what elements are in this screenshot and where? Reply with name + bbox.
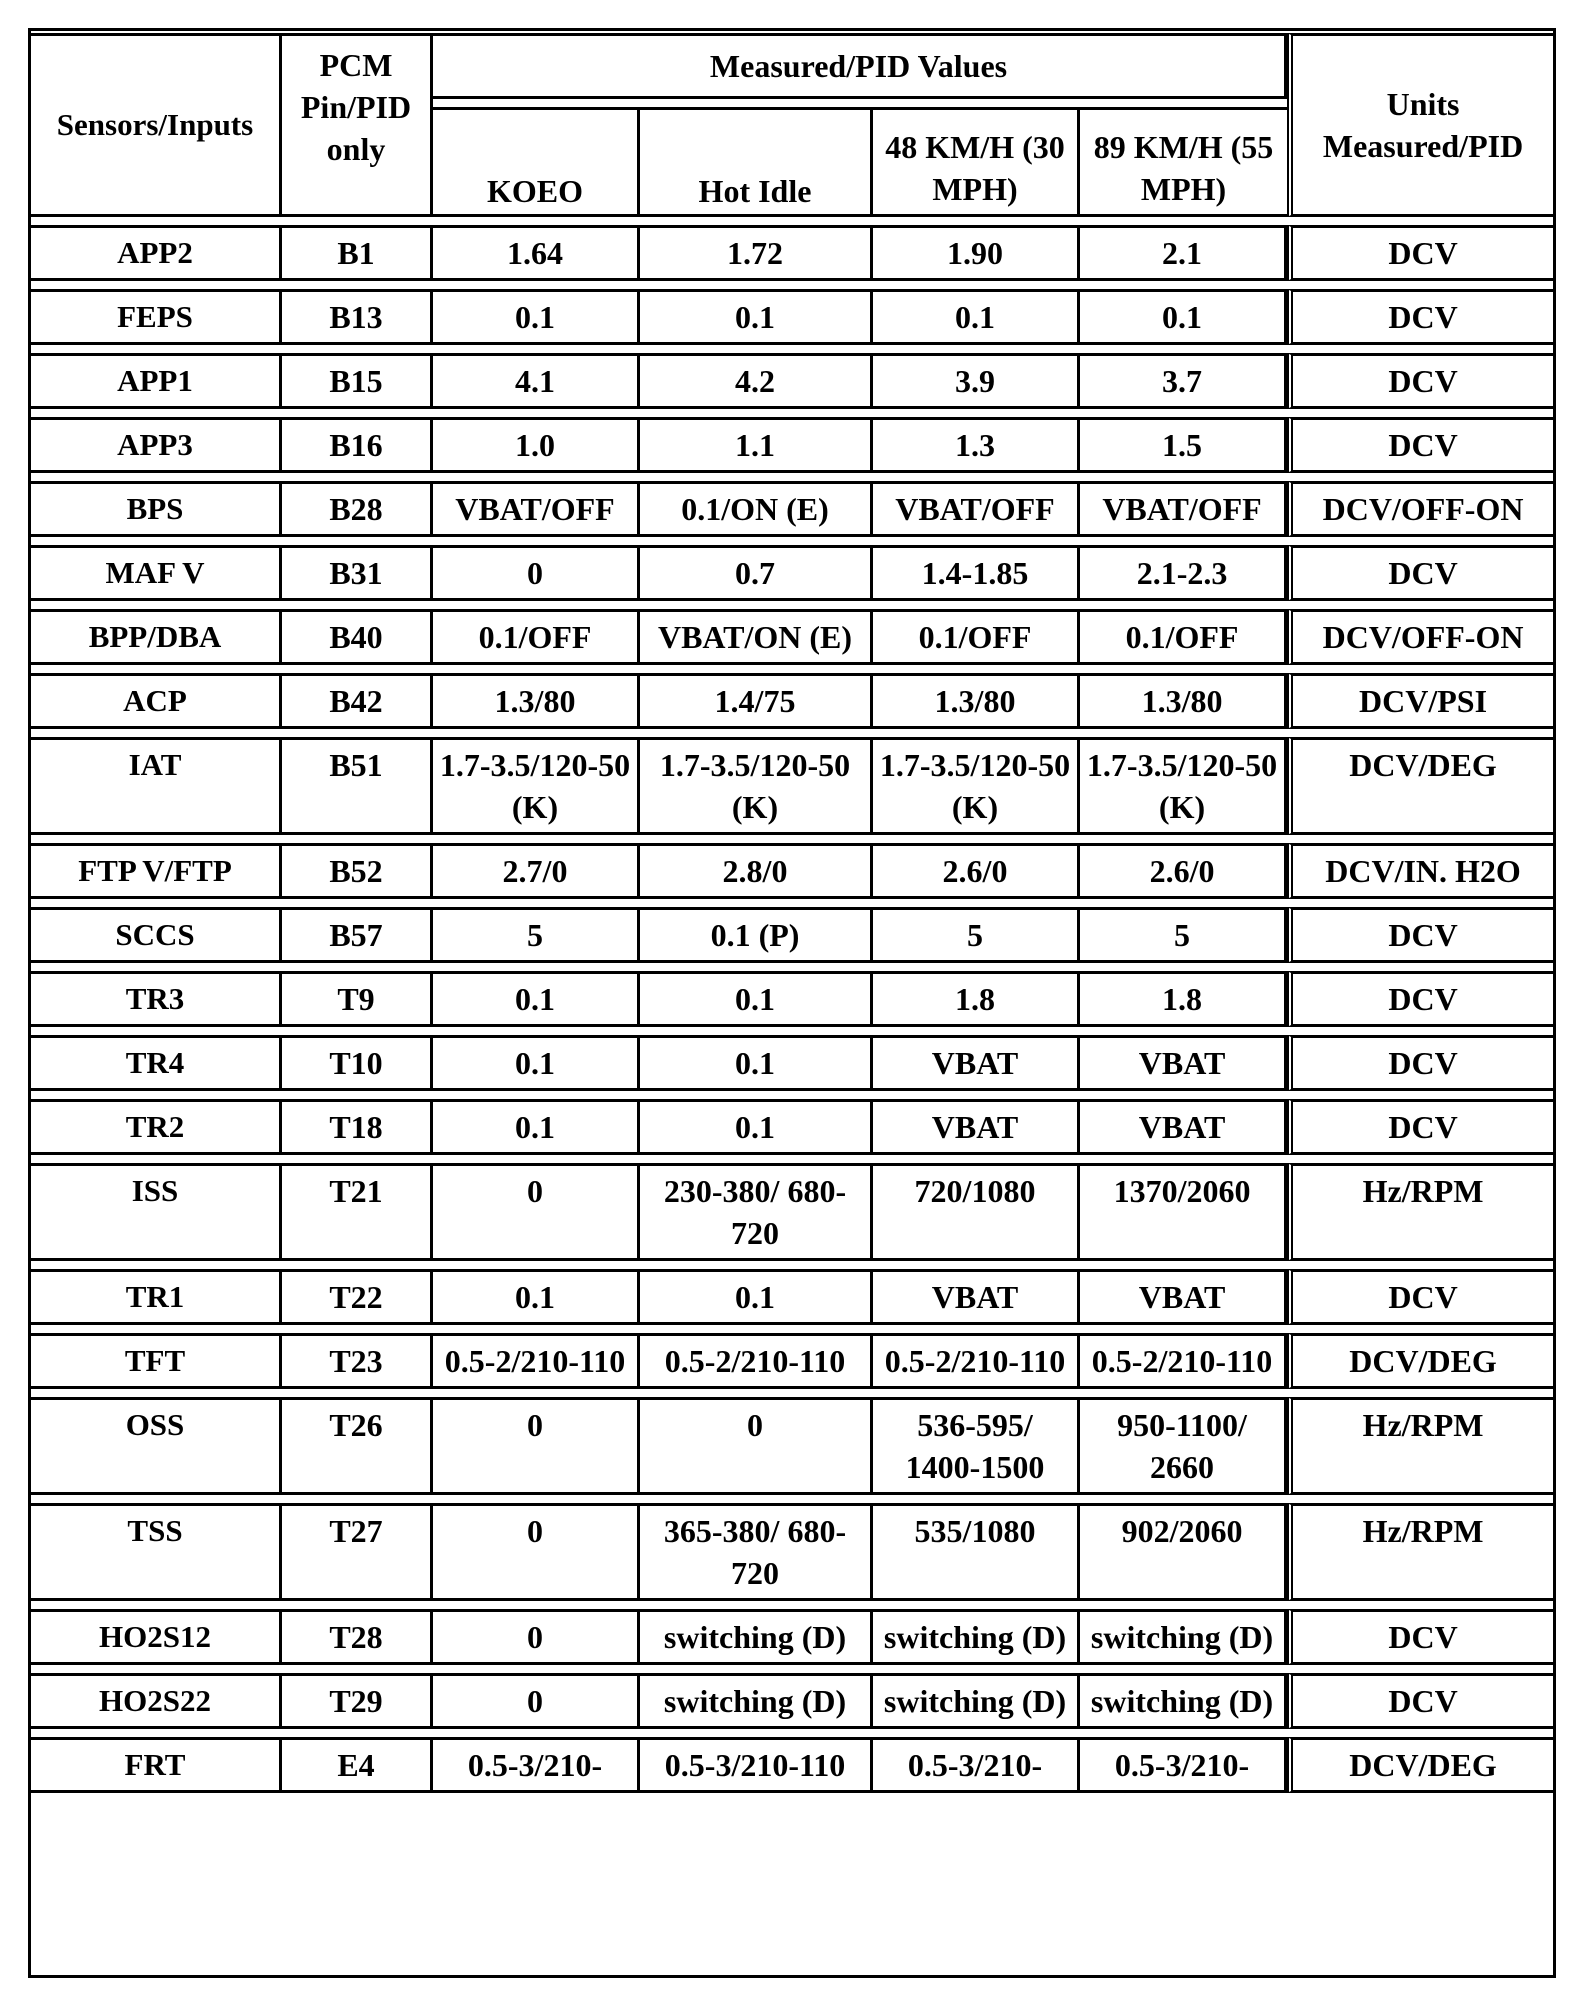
speed-30mph-cell: switching (D) — [873, 1609, 1080, 1665]
units-cell: DCV — [1287, 225, 1553, 281]
units-cell: DCV — [1287, 545, 1553, 601]
speed-55mph-cell: 0.5-3/210- — [1080, 1737, 1287, 1793]
koeo-cell: 0 — [433, 1609, 640, 1665]
hot-idle-cell: 0.1 — [640, 1099, 873, 1155]
sensor-cell: IAT — [31, 737, 282, 835]
table-row — [31, 1099, 1553, 1155]
header-pcm-pin: PCM Pin/PID only — [282, 33, 433, 217]
table-row — [31, 417, 1553, 473]
table-row — [31, 1609, 1553, 1665]
speed-30mph-cell: 2.6/0 — [873, 843, 1080, 899]
units-cell: DCV/DEG — [1287, 1333, 1553, 1389]
pin-cell: T10 — [282, 1035, 433, 1091]
sensor-cell: TR4 — [31, 1035, 282, 1091]
koeo-cell: 0.1 — [433, 971, 640, 1027]
speed-30mph-cell: 0.5-2/210-110 — [873, 1333, 1080, 1389]
hot-idle-cell: 230-380/ 680-720 — [640, 1163, 873, 1261]
koeo-cell: 0.1 — [433, 1035, 640, 1091]
header-hot-idle: Hot Idle — [640, 107, 873, 217]
hot-idle-cell: 0.1 (P) — [640, 907, 873, 963]
table-body — [31, 225, 1553, 1793]
hot-idle-cell: switching (D) — [640, 1673, 873, 1729]
sensor-cell: FRT — [31, 1737, 282, 1793]
pin-cell: T22 — [282, 1269, 433, 1325]
header-sensors: Sensors/Inputs — [31, 33, 282, 217]
sensor-cell: TR1 — [31, 1269, 282, 1325]
pin-cell: T18 — [282, 1099, 433, 1155]
speed-30mph-cell: 0.5-3/210- — [873, 1737, 1080, 1793]
units-cell: DCV — [1287, 1269, 1553, 1325]
sensor-cell: FEPS — [31, 289, 282, 345]
table-row — [31, 1503, 1553, 1601]
table-row — [31, 1673, 1553, 1729]
table-row — [31, 737, 1553, 835]
koeo-cell: 0 — [433, 1503, 640, 1601]
pin-cell: B15 — [282, 353, 433, 409]
units-cell: DCV — [1287, 1099, 1553, 1155]
sensor-cell: TSS — [31, 1503, 282, 1601]
speed-55mph-cell: VBAT — [1080, 1035, 1287, 1091]
sensor-cell: FTP V/FTP — [31, 843, 282, 899]
pin-cell: T23 — [282, 1333, 433, 1389]
speed-30mph-cell: VBAT — [873, 1035, 1080, 1091]
speed-55mph-cell: 5 — [1080, 907, 1287, 963]
pin-cell: B1 — [282, 225, 433, 281]
speed-30mph-cell: VBAT/OFF — [873, 481, 1080, 537]
sensor-cell: BPS — [31, 481, 282, 537]
speed-30mph-cell: 1.3/80 — [873, 673, 1080, 729]
units-cell: DCV — [1287, 907, 1553, 963]
koeo-cell: 1.64 — [433, 225, 640, 281]
speed-55mph-cell: switching (D) — [1080, 1673, 1287, 1729]
pin-cell: B40 — [282, 609, 433, 665]
speed-30mph-cell: 1.7-3.5/120-50 (K) — [873, 737, 1080, 835]
pin-cell: T26 — [282, 1397, 433, 1495]
speed-30mph-cell: 720/1080 — [873, 1163, 1080, 1261]
sensor-cell: TR3 — [31, 971, 282, 1027]
hot-idle-cell: 0 — [640, 1397, 873, 1495]
speed-30mph-cell: 1.3 — [873, 417, 1080, 473]
koeo-cell: 0 — [433, 1673, 640, 1729]
sensor-cell: HO2S22 — [31, 1673, 282, 1729]
pin-cell: T27 — [282, 1503, 433, 1601]
koeo-cell: 1.0 — [433, 417, 640, 473]
koeo-cell: 0.5-2/210-110 — [433, 1333, 640, 1389]
koeo-cell: 0.1/OFF — [433, 609, 640, 665]
table-row — [31, 1163, 1553, 1261]
sensor-cell: BPP/DBA — [31, 609, 282, 665]
speed-30mph-cell: 1.8 — [873, 971, 1080, 1027]
table-row — [31, 1397, 1553, 1495]
units-cell: DCV/OFF-ON — [1287, 609, 1553, 665]
sensor-cell: APP2 — [31, 225, 282, 281]
speed-30mph-cell: 536-595/ 1400-1500 — [873, 1397, 1080, 1495]
koeo-cell: 0 — [433, 1163, 640, 1261]
table-row — [31, 289, 1553, 345]
koeo-cell: 0 — [433, 545, 640, 601]
units-cell: DCV — [1287, 417, 1553, 473]
hot-idle-cell: 365-380/ 680-720 — [640, 1503, 873, 1601]
pin-cell: B31 — [282, 545, 433, 601]
koeo-cell: 5 — [433, 907, 640, 963]
hot-idle-cell: 0.1 — [640, 1269, 873, 1325]
koeo-cell: 0.1 — [433, 1269, 640, 1325]
table-row — [31, 353, 1553, 409]
units-cell: DCV — [1287, 971, 1553, 1027]
speed-55mph-cell: 1.3/80 — [1080, 673, 1287, 729]
sensor-cell: HO2S12 — [31, 1609, 282, 1665]
units-cell: DCV — [1287, 1035, 1553, 1091]
speed-55mph-cell: 0.5-2/210-110 — [1080, 1333, 1287, 1389]
hot-idle-cell: 1.1 — [640, 417, 873, 473]
pin-cell: B51 — [282, 737, 433, 835]
table-row — [31, 907, 1553, 963]
sensor-cell: SCCS — [31, 907, 282, 963]
units-cell: Hz/RPM — [1287, 1503, 1553, 1601]
pin-cell: B52 — [282, 843, 433, 899]
speed-30mph-cell: 1.4-1.85 — [873, 545, 1080, 601]
speed-55mph-cell: switching (D) — [1080, 1609, 1287, 1665]
table-row — [31, 971, 1553, 1027]
speed-55mph-cell: 0.1/OFF — [1080, 609, 1287, 665]
pin-cell: T29 — [282, 1673, 433, 1729]
speed-55mph-cell: 2.1 — [1080, 225, 1287, 281]
pin-cell: T9 — [282, 971, 433, 1027]
speed-30mph-cell: 0.1/OFF — [873, 609, 1080, 665]
pin-cell: B16 — [282, 417, 433, 473]
pin-cell: E4 — [282, 1737, 433, 1793]
table-row — [31, 609, 1553, 665]
units-cell: DCV — [1287, 1673, 1553, 1729]
speed-30mph-cell: 5 — [873, 907, 1080, 963]
hot-idle-cell: 0.1 — [640, 971, 873, 1027]
koeo-cell: 0.1 — [433, 289, 640, 345]
speed-55mph-cell: 1.5 — [1080, 417, 1287, 473]
pin-cell: B13 — [282, 289, 433, 345]
speed-30mph-cell: 3.9 — [873, 353, 1080, 409]
speed-55mph-cell: 2.6/0 — [1080, 843, 1287, 899]
table-row — [31, 1035, 1553, 1091]
speed-30mph-cell: VBAT — [873, 1269, 1080, 1325]
sensor-cell: ACP — [31, 673, 282, 729]
units-cell: DCV — [1287, 289, 1553, 345]
hot-idle-cell: 0.5-3/210-110 — [640, 1737, 873, 1793]
speed-30mph-cell: switching (D) — [873, 1673, 1080, 1729]
speed-55mph-cell: VBAT — [1080, 1099, 1287, 1155]
header-speed-30mph: 48 KM/H (30 MPH) — [873, 107, 1080, 217]
koeo-cell: 4.1 — [433, 353, 640, 409]
units-cell: DCV/IN. H2O — [1287, 843, 1553, 899]
koeo-cell: 0.5-3/210- — [433, 1737, 640, 1793]
speed-55mph-cell: 950-1100/ 2660 — [1080, 1397, 1287, 1495]
speed-30mph-cell: VBAT — [873, 1099, 1080, 1155]
hot-idle-cell: 0.1 — [640, 1035, 873, 1091]
hot-idle-cell: 0.7 — [640, 545, 873, 601]
table-row — [31, 673, 1553, 729]
hot-idle-cell: 4.2 — [640, 353, 873, 409]
header-measured-group: Measured/PID Values — [433, 33, 1287, 99]
speed-55mph-cell: VBAT/OFF — [1080, 481, 1287, 537]
sensor-cell: APP1 — [31, 353, 282, 409]
pin-cell: T28 — [282, 1609, 433, 1665]
speed-55mph-cell: 1.8 — [1080, 971, 1287, 1027]
hot-idle-cell: 0.1 — [640, 289, 873, 345]
koeo-cell: VBAT/OFF — [433, 481, 640, 537]
units-cell: DCV — [1287, 353, 1553, 409]
units-cell: DCV/PSI — [1287, 673, 1553, 729]
hot-idle-cell: 2.8/0 — [640, 843, 873, 899]
table-row — [31, 1333, 1553, 1389]
units-cell: DCV/DEG — [1287, 1737, 1553, 1793]
hot-idle-cell: switching (D) — [640, 1609, 873, 1665]
hot-idle-cell: 0.1/ON (E) — [640, 481, 873, 537]
pin-cell: B57 — [282, 907, 433, 963]
table-row — [31, 545, 1553, 601]
header-speed-55mph: 89 KM/H (55 MPH) — [1080, 107, 1287, 217]
table-row — [31, 1269, 1553, 1325]
hot-idle-cell: 0.5-2/210-110 — [640, 1333, 873, 1389]
speed-55mph-cell: 2.1-2.3 — [1080, 545, 1287, 601]
table-header — [31, 33, 1553, 217]
koeo-cell: 2.7/0 — [433, 843, 640, 899]
speed-30mph-cell: 0.1 — [873, 289, 1080, 345]
sensor-cell: ISS — [31, 1163, 282, 1261]
sensor-cell: TR2 — [31, 1099, 282, 1155]
speed-30mph-cell: 1.90 — [873, 225, 1080, 281]
speed-55mph-cell: 3.7 — [1080, 353, 1287, 409]
speed-55mph-cell: VBAT — [1080, 1269, 1287, 1325]
hot-idle-cell: VBAT/ON (E) — [640, 609, 873, 665]
speed-55mph-cell: 1.7-3.5/120-50 (K) — [1080, 737, 1287, 835]
hot-idle-cell: 1.4/75 — [640, 673, 873, 729]
speed-30mph-cell: 535/1080 — [873, 1503, 1080, 1601]
table-row — [31, 1737, 1553, 1793]
pin-cell: B28 — [282, 481, 433, 537]
sensor-pid-table-page — [28, 28, 1556, 1978]
table-row — [31, 481, 1553, 537]
header-koeo: KOEO — [433, 107, 640, 217]
pin-cell: B42 — [282, 673, 433, 729]
header-units: Units Measured/PID — [1287, 33, 1553, 217]
units-cell: DCV/OFF-ON — [1287, 481, 1553, 537]
hot-idle-cell: 1.7-3.5/120-50 (K) — [640, 737, 873, 835]
sensor-pid-table — [31, 25, 1553, 1801]
sensor-cell: MAF V — [31, 545, 282, 601]
speed-55mph-cell: 0.1 — [1080, 289, 1287, 345]
units-cell: DCV — [1287, 1609, 1553, 1665]
units-cell: Hz/RPM — [1287, 1163, 1553, 1261]
koeo-cell: 0 — [433, 1397, 640, 1495]
koeo-cell: 1.3/80 — [433, 673, 640, 729]
koeo-cell: 0.1 — [433, 1099, 640, 1155]
sensor-cell: TFT — [31, 1333, 282, 1389]
sensor-cell: APP3 — [31, 417, 282, 473]
hot-idle-cell: 1.72 — [640, 225, 873, 281]
koeo-cell: 1.7-3.5/120-50 (K) — [433, 737, 640, 835]
sensor-cell: OSS — [31, 1397, 282, 1495]
speed-55mph-cell: 1370/2060 — [1080, 1163, 1287, 1261]
table-row — [31, 225, 1553, 281]
speed-55mph-cell: 902/2060 — [1080, 1503, 1287, 1601]
units-cell: DCV/DEG — [1287, 737, 1553, 835]
table-row — [31, 843, 1553, 899]
units-cell: Hz/RPM — [1287, 1397, 1553, 1495]
pin-cell: T21 — [282, 1163, 433, 1261]
